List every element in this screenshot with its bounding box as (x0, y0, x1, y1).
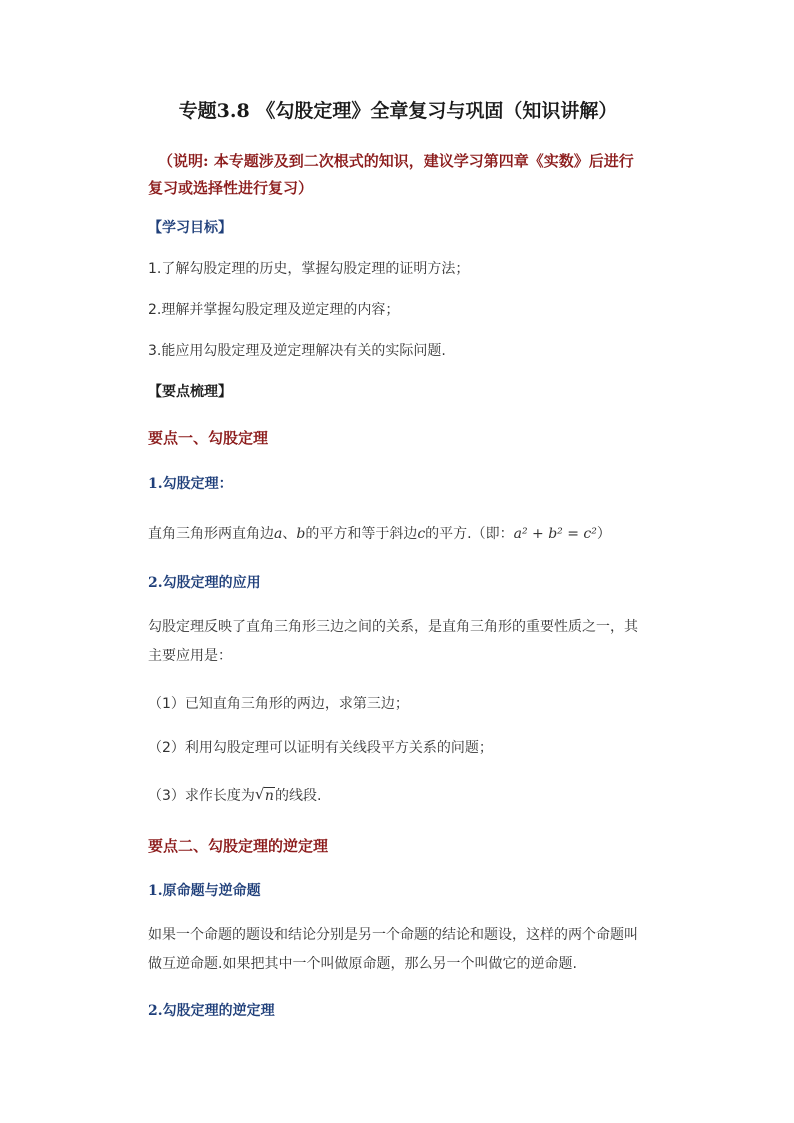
converse-paragraph: 如果一个命题的题设和结论分别是另一个命题的结论和题设，这样的两个命题叫做互逆命题.如果把其中一个叫做原命题，那么另一个叫做它的逆命题. (148, 927, 638, 972)
point1-heading: 要点一、勾股定理 (148, 429, 269, 447)
sqrt-n: √ n (254, 785, 274, 804)
goal-item-1: 1.了解勾股定理的历史，掌握勾股定理的证明方法； (148, 261, 470, 277)
point2-heading: 要点二、勾股定理的逆定理 (148, 837, 329, 855)
point2-sub1-heading: 1.原命题与逆命题 (148, 883, 261, 899)
key-points-heading: 【要点梳理】 (148, 384, 232, 400)
point1-sub1-heading: 1.勾股定理： (148, 476, 233, 492)
var-a: a (274, 526, 283, 542)
goal-item-3: 3.能应用勾股定理及逆定理解决有关的实际问题. (148, 343, 446, 359)
formula: a² + b² = c² (513, 526, 597, 542)
var-b: b (296, 526, 306, 542)
application-paragraph: 勾股定理反映了直角三角形三边之间的关系，是直角三角形的重要性质之一，其主要应用是： (148, 619, 638, 664)
point1-sub2-heading: 2.勾股定理的应用 (148, 575, 261, 591)
application-item-2: （2）利用勾股定理可以证明有关线段平方关系的问题； (148, 740, 493, 756)
application-item-1: （1）已知直角三角形的两边，求第三边； (148, 696, 409, 712)
pythagorean-theorem-statement: 直角三角形两直角边a、b的平方和等于斜边c的平方.（即：a² + b² = c²） (148, 526, 611, 542)
explanation-note: （说明: 本专题涉及到二次根式的知识，建议学习第四章《实数》后进行复习或选择性进行复习） (148, 152, 634, 197)
application-item-3: （3）求作长度为 √ n的线段. (148, 785, 322, 804)
point2-sub2-heading: 2.勾股定理的逆定理 (148, 1003, 275, 1019)
page-title: 专题3.8 《勾股定理》全章复习与巩固（知识讲解） (178, 100, 618, 122)
var-c: c (417, 526, 426, 542)
goal-item-2: 2.理解并掌握勾股定理及逆定理的内容； (148, 302, 400, 318)
learning-goals-heading: 【学习目标】 (148, 220, 232, 236)
